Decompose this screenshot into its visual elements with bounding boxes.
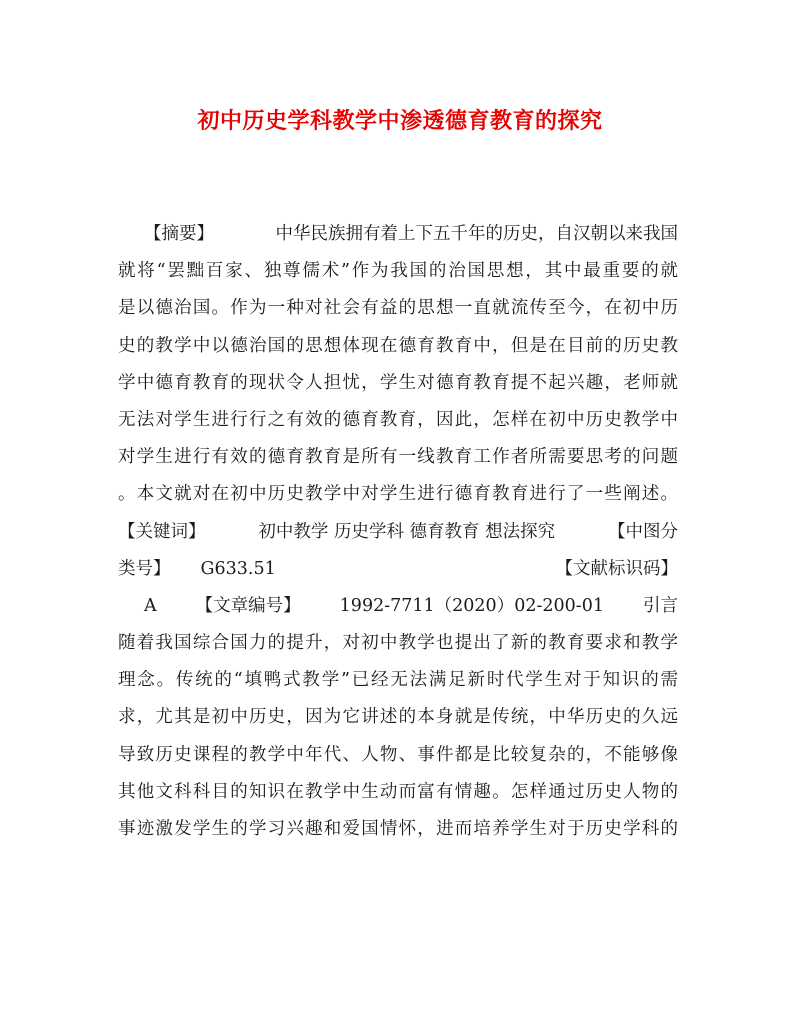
abstract-line-1 [118, 216, 678, 253]
abstract-line [118, 402, 678, 439]
intro-label: 引言 [642, 595, 678, 616]
clc-label-part1: 【中图分 [608, 521, 678, 542]
document-title: 初中历史学科教学中渗透德育教育的探究 [197, 108, 603, 134]
line-text: 就将“罢黜百家、独尊儒术”作为我国的治国思想，其中最重要的就 [118, 261, 678, 282]
intro-line [118, 737, 678, 774]
article-no-label: 【文章编号】 [195, 595, 301, 616]
abstract-line [118, 439, 678, 476]
intro-line [118, 774, 678, 811]
clc-value: G633.51 [200, 558, 276, 579]
abstract-line [118, 365, 678, 402]
line-text: 导致历史课程的教学中年代、人物、事件都是比较复杂的，不能够像 [118, 744, 678, 765]
line-text: 求，尤其是初中历史，因为它讲述的本身就是传统，中华历史的久远 [118, 707, 678, 728]
line-text: 是以德治国。作为一种对社会有益的思想一直就流传至今，在初中历 [118, 298, 678, 319]
intro-line [118, 811, 678, 848]
line-text: 理念。传统的“填鸭式教学”已经无法满足新时代学生对于知识的需 [118, 670, 678, 691]
line-text: 无法对学生进行行之有效的德育教育，因此，怎样在初中历史教学中 [118, 409, 678, 430]
intro-line [118, 625, 678, 662]
doc-id-value: A [144, 595, 157, 616]
doc-id-label: 【文献标识码】 [555, 558, 678, 579]
clc-line [118, 551, 678, 588]
keywords-value: 初中教学 历史学科 德育教育 想法探究 [258, 521, 556, 542]
line-text: 其他文科科目的知识在教学中生动而富有情趣。怎样通过历史人物的 [118, 781, 678, 802]
line-text: 学中德育教育的现状令人担忧，学生对德育教育提不起兴趣，老师就 [118, 372, 678, 393]
line-text: 。本文就对在初中历史教学中对学生进行德育教育进行了一些阐述。 [118, 484, 678, 505]
line-text: 史的教学中以德治国的思想体现在德育教育中，但是在目前的历史教 [118, 335, 678, 356]
line-text: 对学生进行有效的德育教育是所有一线教育工作者所需要思考的问题 [118, 447, 678, 468]
line-text: 随着我国综合国力的提升，对初中教学也提出了新的教育要求和教学 [118, 633, 678, 654]
keywords-label: 【关键词】 [118, 521, 206, 542]
abstract-text: 中华民族拥有着上下五千年的历史，自汉朝以来我国 [275, 224, 678, 244]
abstract-line [118, 253, 678, 290]
article-no-line [118, 588, 678, 625]
intro-line [118, 699, 678, 736]
intro-line [118, 662, 678, 699]
abstract-line [118, 476, 678, 513]
abstract-label: 【摘要】 [144, 224, 214, 244]
article-no-value: 1992-7711（2020）02-200-01 [339, 595, 604, 616]
clc-label-part2: 类号】 [118, 558, 171, 579]
document-body [118, 216, 678, 848]
keywords-line [118, 514, 678, 551]
line-text: 事迹激发学生的学习兴趣和爱国情怀，进而培养学生对于历史学科的 [118, 819, 678, 839]
abstract-line [118, 328, 678, 365]
abstract-line [118, 290, 678, 327]
